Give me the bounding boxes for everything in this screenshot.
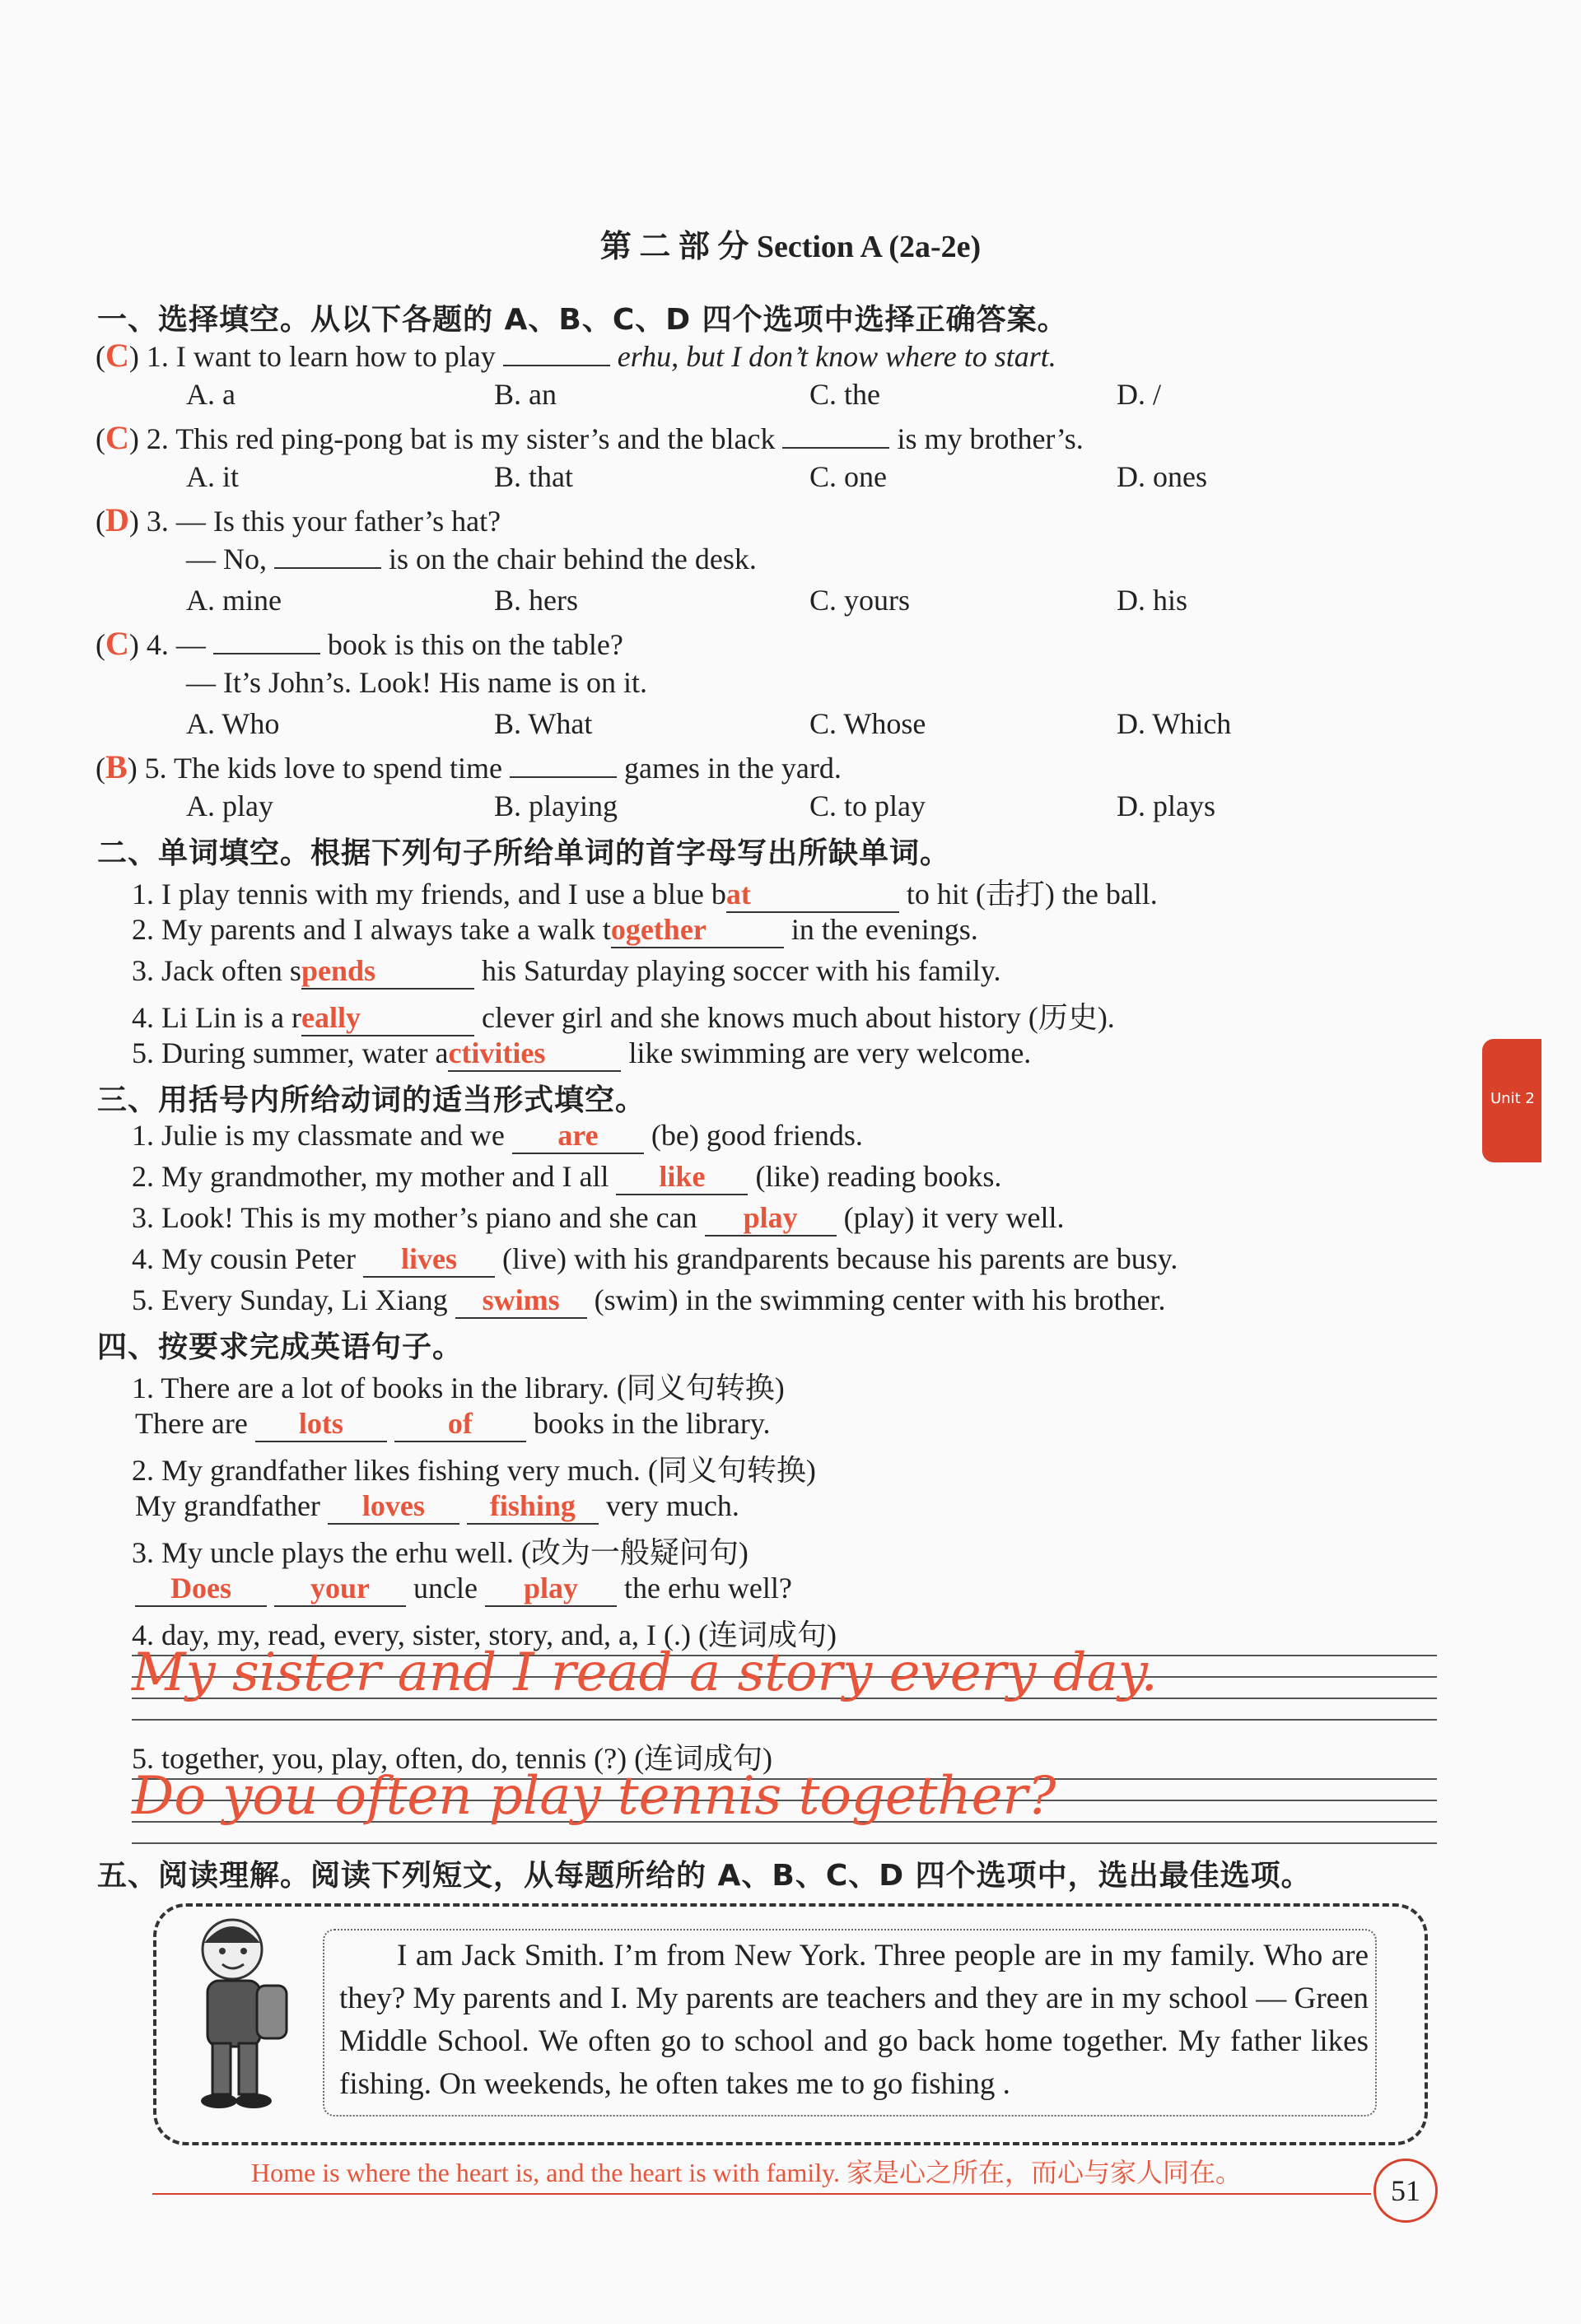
footer-line (152, 2193, 1371, 2195)
option-a: A. it (186, 460, 240, 493)
section-3-heading: 三、用括号内所给动词的适当形式填空。 (97, 1083, 646, 1117)
option-b: B. What (494, 707, 593, 740)
option-a: A. a (186, 378, 236, 411)
option-c: C. yours (809, 584, 911, 617)
section-5-heading: 五、阅读理解。阅读下列短文，从每题所给的 A、B、C、D 四个选项中，选出最佳选项。 (97, 1859, 1312, 1893)
rewrite-q2: 2. My grandfather likes fishing very much. (同义句转换) (132, 1454, 816, 1487)
option-c: C. Whose (809, 707, 926, 740)
option-b: B. hers (494, 584, 578, 617)
unit-tab: Unit 2 (1482, 1039, 1541, 1162)
option-c: C. to play (809, 789, 926, 822)
page-title: 第 二 部 分 Section A (2a-2e) (599, 230, 982, 264)
question-3: (D) 3. — Is this your father’s hat? (96, 501, 501, 538)
option-b: B. an (494, 378, 557, 411)
word-fill-3: 3. Jack often spends his Saturday playing soccer with his family. (132, 953, 1001, 990)
word-fill-4: 4. Li Lin is a really clever girl and she knows much about history (历史). (132, 994, 1115, 1036)
word-fill-1: 1. I play tennis with my friends, and I use a blue bat to hit (击打) the ball. (132, 871, 1158, 913)
rewrite-q5: 5. together, you, play, often, do, tennis (?) (连词成句) (132, 1742, 773, 1775)
handwritten-answer-4: My sister and I read a story every day. (132, 1642, 1158, 1703)
option-b: B. playing (494, 789, 618, 822)
question-4: (C) 4. — book is this on the table? (96, 625, 623, 662)
option-d: D. / (1117, 378, 1161, 411)
rewrite-q4: 4. day, my, read, every, sister, story, and, a, I (.) (连词成句) (132, 1618, 837, 1651)
answer-1: C (105, 337, 129, 374)
question-2: (C) 2. This red ping-pong bat is my sister’s and the black is my brother’s. (96, 419, 1084, 456)
option-d: D. his (1117, 584, 1188, 617)
option-a: A. play (186, 789, 273, 822)
option-a: A. Who (186, 707, 280, 740)
verb-fill-2: 2. My grandmother, my mother and I all like (like) reading books. (132, 1159, 1001, 1195)
option-c: C. the (809, 378, 880, 411)
question-4-line2: — It’s John’s. Look! His name is on it. (186, 666, 647, 699)
option-b: B. that (494, 460, 573, 493)
question-1: (C) 1. I want to learn how to play erhu, but I don’t know where to start. (96, 337, 1056, 374)
verb-fill-4: 4. My cousin Peter lives (live) with his grandparents because his parents are busy. (132, 1241, 1178, 1278)
rewrite-a1: There are lots of books in the library. (135, 1406, 771, 1442)
section-1-heading: 一、选择填空。从以下各题的 A、B、C、D 四个选项中选择正确答案。 (97, 303, 1068, 337)
word-fill-5: 5. During summer, water activities like swimming are very welcome. (132, 1036, 1031, 1072)
footer-quote: Home is where the heart is, and the heart is with family. 家是心之所在，而心与家人同在。 (251, 2158, 1243, 2187)
verb-fill-1: 1. Julie is my classmate and we are (be) good friends. (132, 1118, 863, 1154)
option-a: A. mine (186, 584, 282, 617)
rewrite-q1: 1. There are a lot of books in the library. (同义句转换) (132, 1372, 785, 1404)
question-3-line2: — No, is on the chair behind the desk. (186, 543, 757, 575)
question-5: (B) 5. The kids love to spend time games in the yard. (96, 748, 842, 785)
section-2-heading: 二、单词填空。根据下列句子所给单词的首字母写出所缺单词。 (97, 836, 951, 870)
reading-passage: I am Jack Smith. I’m from New York. Three people are in my family. Who are they? My parents and I. My parents are teachers and they are in my school — Green Middle School. We often go to school and go back home together. My father likes fishing. On weekends, he often takes me to go fishing . (339, 1939, 1369, 2101)
word-fill-2: 2. My parents and I always take a walk together in the evenings. (132, 912, 978, 948)
option-d: D. ones (1117, 460, 1207, 493)
option-d: D. Which (1117, 707, 1232, 740)
rewrite-q3: 3. My uncle plays the erhu well. (改为一般疑问句) (132, 1536, 749, 1569)
handwritten-answer-5: Do you often play tennis together? (132, 1766, 1056, 1827)
verb-fill-5: 5. Every Sunday, Li Xiang swims (swim) in the swimming center with his brother. (132, 1283, 1166, 1319)
boy-illustration (175, 1910, 306, 2124)
rewrite-a2: My grandfather loves fishing very much. (135, 1488, 739, 1525)
option-c: C. one (809, 460, 887, 493)
section-4-heading: 四、按要求完成英语句子。 (97, 1330, 464, 1364)
option-d: D. plays (1117, 789, 1215, 822)
rewrite-a3: Does your uncle play the erhu well? (135, 1571, 792, 1607)
verb-fill-3: 3. Look! This is my mother’s piano and she can play (play) it very well. (132, 1200, 1065, 1237)
page-number: 51 (1373, 2159, 1438, 2223)
